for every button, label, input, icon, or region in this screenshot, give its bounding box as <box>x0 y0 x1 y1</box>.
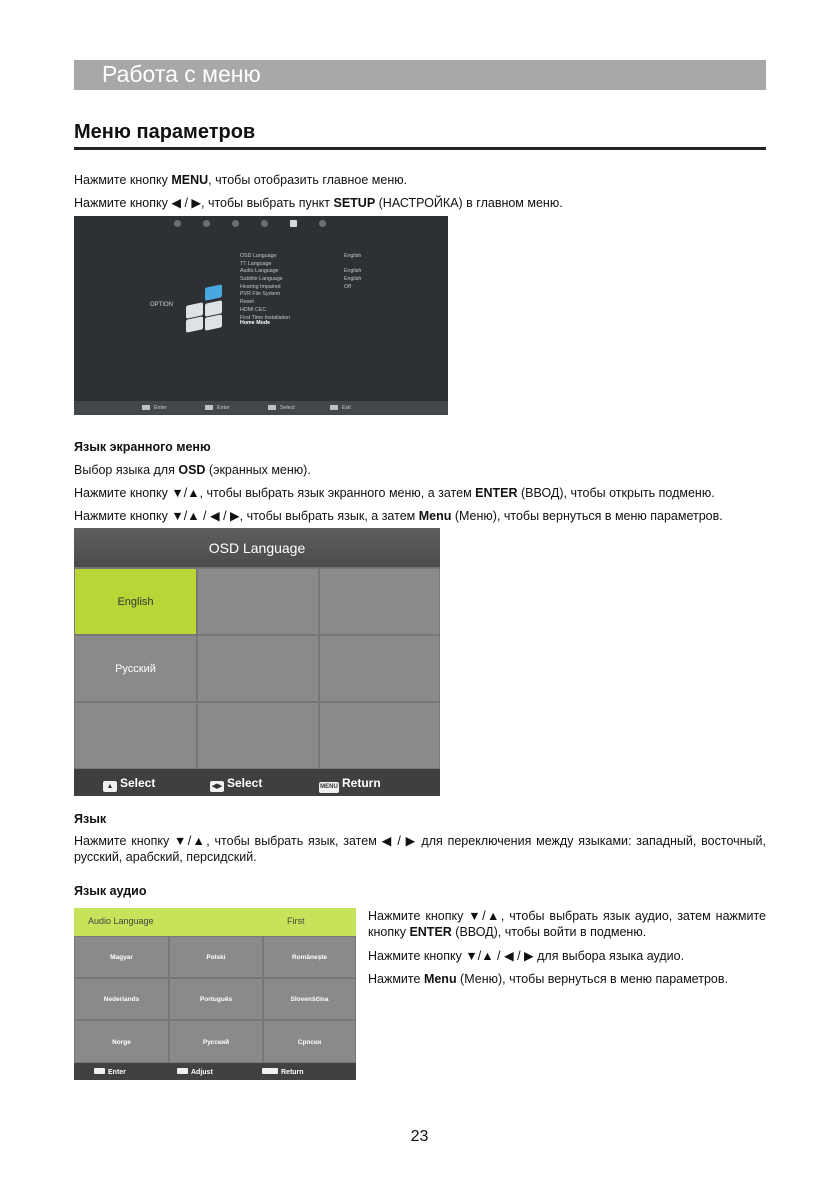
help-select-leftright: ◀▶ Select <box>211 776 263 790</box>
leftright-key-icon <box>268 405 276 410</box>
leftright-key-icon: ◀▶ <box>211 783 223 790</box>
language-cell[interactable] <box>197 702 319 769</box>
language-cell[interactable] <box>319 702 440 769</box>
menu-row[interactable]: Reset <box>240 299 254 306</box>
menu-key-icon <box>262 1068 278 1074</box>
option-icon <box>290 220 297 227</box>
down-key-icon <box>142 405 150 410</box>
language-cell[interactable] <box>197 635 319 702</box>
option-help-bar <box>74 401 448 415</box>
menu-row[interactable]: Audio Language English <box>240 268 362 275</box>
leftright-key-icon <box>177 1068 188 1074</box>
section-title: Меню параметров <box>74 121 256 143</box>
menu-row[interactable]: First Time Installation <box>240 314 291 321</box>
osd-help-bar <box>74 769 440 796</box>
audio-lang-cell[interactable]: Nederlands <box>74 978 169 1020</box>
audio-lang-cell[interactable]: Polski <box>169 936 263 978</box>
audio-heading: Язык аудио <box>74 884 147 898</box>
ok-key-icon <box>205 405 213 410</box>
menu-key-icon: MENU <box>319 782 339 793</box>
audio-lang-cell[interactable]: Magyar <box>74 936 169 978</box>
option-label: OPTION <box>150 302 174 308</box>
option-menu-screenshot <box>74 216 448 415</box>
audio-lang-cell[interactable]: Русский <box>169 1020 263 1063</box>
help-enter-ok: Enter <box>205 405 230 411</box>
audio-language-title: Audio Language <box>88 916 154 926</box>
help-select: Select <box>268 405 295 411</box>
audio-language-screenshot <box>74 908 356 1080</box>
chapter-banner <box>74 60 766 90</box>
language-paragraph: Нажмите кнопку ▼/▲, чтобы выбрать язык, затем ◀ / ▶ для переключения между языками: западный, восточный, русский, арабский, персидский. <box>74 834 766 864</box>
lock-icon <box>319 220 326 227</box>
language-cell-selected[interactable]: English <box>74 568 197 635</box>
page-number: 23 <box>410 1128 429 1145</box>
language-cell[interactable] <box>319 568 440 635</box>
help-enter: Enter <box>94 1068 126 1076</box>
picture-icon <box>174 220 181 227</box>
osd-language-screenshot <box>74 528 440 796</box>
audio-language-value: First <box>287 916 305 926</box>
audio-lang-cell[interactable]: Slovenščina <box>263 978 356 1020</box>
audio-line-1: Нажмите кнопку ▼/▲, чтобы выбрать язык аудио, затем нажмите кнопку ENTER (ВВОД), чтобы войти в подменю. <box>368 909 766 939</box>
osd-heading: Язык экранного меню <box>74 440 211 454</box>
language-cell[interactable] <box>319 635 440 702</box>
audio-lang-cell[interactable]: Românește <box>263 936 356 978</box>
language-heading: Язык <box>74 812 107 826</box>
sound-icon <box>203 220 210 227</box>
main-menu-icons <box>174 220 326 227</box>
osd-line-3: Нажмите кнопку ▼/▲ / ◀ / ▶, чтобы выбрать язык, а затем Menu (Меню), чтобы вернуться в меню параметров. <box>74 509 723 523</box>
audio-lang-cell[interactable]: Português <box>169 978 263 1020</box>
audio-language-header[interactable] <box>74 908 356 936</box>
audio-help-bar <box>74 1063 356 1080</box>
language-cell[interactable] <box>74 702 197 769</box>
section-divider <box>74 147 766 150</box>
menu-row[interactable]: HDMI CEC <box>240 306 267 313</box>
audio-lang-cell[interactable]: Norge <box>74 1020 169 1063</box>
down-key-icon <box>94 1068 105 1074</box>
language-cell[interactable] <box>197 568 319 635</box>
help-enter: Enter <box>142 405 167 411</box>
osd-language-title: OSD Language <box>74 528 440 567</box>
help-return: MENU Return <box>319 776 381 793</box>
language-cell[interactable]: Русский <box>74 635 197 702</box>
language-grid <box>74 568 440 769</box>
exit-key-icon <box>330 405 338 410</box>
music-icon <box>232 220 239 227</box>
audio-lang-cell[interactable]: Српски <box>263 1020 356 1063</box>
osd-line-1: Выбор языка для OSD (экранных меню). <box>74 463 311 477</box>
audio-line-2: Нажмите кнопку ▼/▲ / ◀ / ▶ для выбора языка аудио. <box>368 949 685 963</box>
option-menu-list <box>240 253 370 328</box>
menu-row[interactable]: Subtitle Language English <box>240 276 362 283</box>
menu-row[interactable]: Hearing Impaired Off <box>240 283 351 290</box>
audio-line-3: Нажмите Menu (Меню), чтобы вернуться в меню параметров. <box>368 972 728 986</box>
intro-line-2: Нажмите кнопку ◀ / ▶, чтобы выбрать пункт SETUP (НАСТРОЙКА) в главном меню. <box>74 196 563 210</box>
menu-row-selected[interactable]: Home Mode <box>240 320 271 327</box>
intro-line-1: Нажмите кнопку MENU, чтобы отобразить главное меню. <box>74 173 408 187</box>
menu-row[interactable]: TT Language <box>240 260 272 267</box>
chapter-title: Работа с меню <box>102 61 261 87</box>
option-cube-icon <box>186 284 230 328</box>
menu-row[interactable]: PVR File System <box>240 291 281 298</box>
help-return: Return <box>262 1068 304 1076</box>
help-select-updown: ▲ Select <box>103 776 155 792</box>
clock-icon <box>261 220 268 227</box>
help-exit: Exit <box>330 405 351 411</box>
menu-row[interactable]: OSD Language English <box>240 253 362 259</box>
help-adjust: Adjust <box>177 1068 213 1076</box>
updown-key-icon: ▲ <box>103 781 117 792</box>
osd-line-2: Нажмите кнопку ▼/▲, чтобы выбрать язык экранного меню, а затем ENTER (ВВОД), чтобы открыть подменю. <box>74 486 715 500</box>
